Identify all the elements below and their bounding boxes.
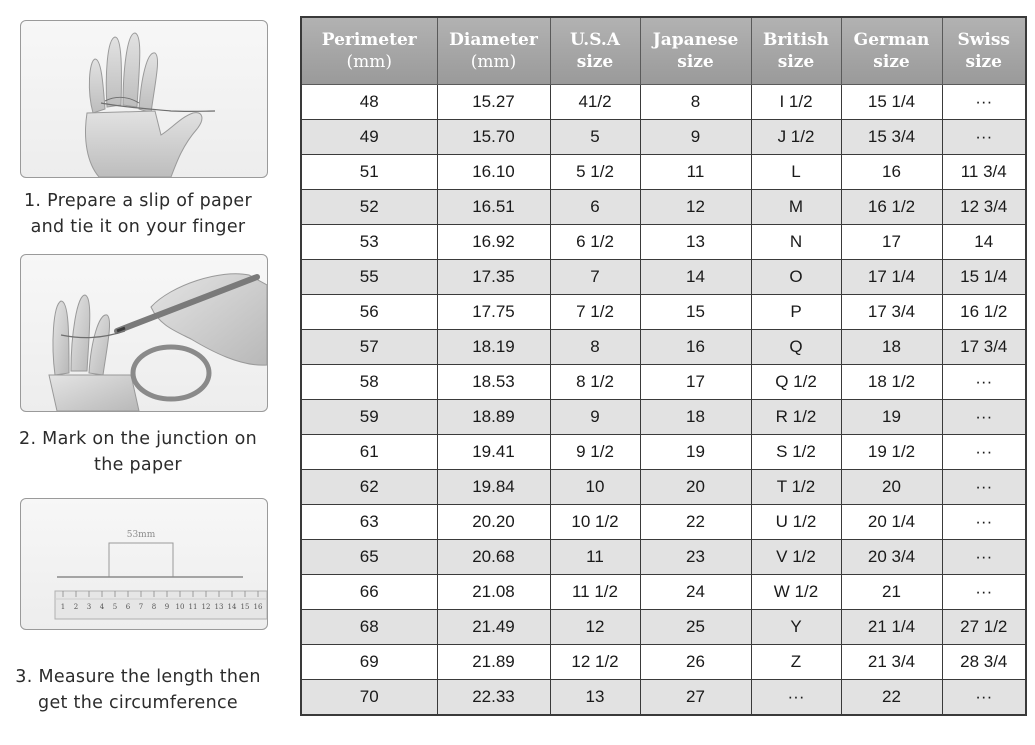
cell-swiss: ··· bbox=[942, 85, 1026, 120]
cell-german: 15 1/4 bbox=[841, 85, 942, 120]
table-row bbox=[301, 120, 1026, 155]
ruler-tick-label: 2 bbox=[73, 603, 79, 611]
cell-perimeter: 63 bbox=[301, 505, 437, 540]
cell-usa: 6 bbox=[550, 190, 640, 225]
cell-usa: 13 bbox=[550, 680, 640, 716]
cell-german: 16 bbox=[841, 155, 942, 190]
cell-german: 16 1/2 bbox=[841, 190, 942, 225]
cell-german: 17 3/4 bbox=[841, 295, 942, 330]
cell-british: Q bbox=[751, 330, 841, 365]
column-header-unit: size bbox=[576, 52, 614, 72]
cell-usa: 10 bbox=[550, 470, 640, 505]
table-row bbox=[301, 155, 1026, 190]
cell-japanese: 24 bbox=[640, 575, 751, 610]
column-header-title: Diameter bbox=[449, 30, 538, 50]
cell-japanese: 15 bbox=[640, 295, 751, 330]
cell-diameter: 17.75 bbox=[437, 295, 550, 330]
ruler-tick-label: 10 bbox=[175, 603, 185, 611]
table-row bbox=[301, 540, 1026, 575]
table-row bbox=[301, 85, 1026, 120]
cell-diameter: 18.89 bbox=[437, 400, 550, 435]
cell-perimeter: 57 bbox=[301, 330, 437, 365]
cell-diameter: 17.35 bbox=[437, 260, 550, 295]
table-row bbox=[301, 645, 1026, 680]
ruler-tick-label: 1 bbox=[60, 603, 66, 611]
cell-diameter: 20.20 bbox=[437, 505, 550, 540]
table-row bbox=[301, 435, 1026, 470]
ruler-tick-label: 16 bbox=[253, 603, 263, 611]
cell-japanese: 8 bbox=[640, 85, 751, 120]
step3-caption-line2: get the circumference bbox=[38, 693, 238, 713]
cell-perimeter: 66 bbox=[301, 575, 437, 610]
cell-japanese: 14 bbox=[640, 260, 751, 295]
cell-usa: 12 bbox=[550, 610, 640, 645]
cell-usa: 12 1/2 bbox=[550, 645, 640, 680]
cell-swiss: ··· bbox=[942, 680, 1026, 716]
column-header-usa bbox=[550, 17, 640, 85]
cell-diameter: 18.53 bbox=[437, 365, 550, 400]
cell-diameter: 15.27 bbox=[437, 85, 550, 120]
cell-perimeter: 52 bbox=[301, 190, 437, 225]
cell-swiss: ··· bbox=[942, 470, 1026, 505]
cell-swiss: ··· bbox=[942, 435, 1026, 470]
cell-perimeter: 56 bbox=[301, 295, 437, 330]
cell-japanese: 13 bbox=[640, 225, 751, 260]
cell-german: 20 1/4 bbox=[841, 505, 942, 540]
cell-perimeter: 58 bbox=[301, 365, 437, 400]
cell-german: 21 bbox=[841, 575, 942, 610]
cell-german: 21 3/4 bbox=[841, 645, 942, 680]
table-row bbox=[301, 190, 1026, 225]
column-header-unit: (mm) bbox=[470, 52, 517, 72]
cell-japanese: 17 bbox=[640, 365, 751, 400]
cell-japanese: 16 bbox=[640, 330, 751, 365]
step1-caption-line1: 1. Prepare a slip of paper bbox=[24, 191, 252, 211]
cell-diameter: 19.41 bbox=[437, 435, 550, 470]
cell-japanese: 11 bbox=[640, 155, 751, 190]
column-header-unit: size bbox=[777, 52, 815, 72]
cell-perimeter: 51 bbox=[301, 155, 437, 190]
cell-german: 20 3/4 bbox=[841, 540, 942, 575]
cell-british: S 1/2 bbox=[751, 435, 841, 470]
column-header-title: Japanese bbox=[652, 30, 739, 50]
cell-perimeter: 62 bbox=[301, 470, 437, 505]
table-row bbox=[301, 225, 1026, 260]
table-row bbox=[301, 295, 1026, 330]
cell-usa: 5 1/2 bbox=[550, 155, 640, 190]
cell-german: 20 bbox=[841, 470, 942, 505]
cell-swiss: 17 3/4 bbox=[942, 330, 1026, 365]
step3-caption bbox=[6, 664, 270, 716]
cell-diameter: 16.51 bbox=[437, 190, 550, 225]
table-row bbox=[301, 680, 1026, 716]
column-header-german bbox=[841, 17, 942, 85]
column-header-title: Perimeter bbox=[321, 30, 417, 50]
table-row bbox=[301, 400, 1026, 435]
cell-british: P bbox=[751, 295, 841, 330]
cell-swiss: ··· bbox=[942, 120, 1026, 155]
cell-british: L bbox=[751, 155, 841, 190]
cell-usa: 11 bbox=[550, 540, 640, 575]
ruler-tick-label: 6 bbox=[125, 603, 131, 611]
cell-diameter: 20.68 bbox=[437, 540, 550, 575]
cell-british: ··· bbox=[751, 680, 841, 716]
cell-perimeter: 61 bbox=[301, 435, 437, 470]
ruler-tick-label: 14 bbox=[227, 603, 237, 611]
cell-british: I 1/2 bbox=[751, 85, 841, 120]
column-header-swiss bbox=[942, 17, 1026, 85]
cell-swiss: 15 1/4 bbox=[942, 260, 1026, 295]
cell-perimeter: 48 bbox=[301, 85, 437, 120]
cell-diameter: 22.33 bbox=[437, 680, 550, 716]
ring-size-table bbox=[300, 16, 1027, 716]
column-header-title: German bbox=[853, 30, 930, 50]
cell-usa: 5 bbox=[550, 120, 640, 155]
ruler-tick-label: 15 bbox=[240, 603, 250, 611]
table-body bbox=[301, 85, 1026, 716]
column-header-unit: (mm) bbox=[346, 52, 392, 72]
cell-japanese: 26 bbox=[640, 645, 751, 680]
cell-german: 21 1/4 bbox=[841, 610, 942, 645]
ruler-tick-label: 11 bbox=[188, 603, 198, 611]
table-row bbox=[301, 365, 1026, 400]
cell-german: 22 bbox=[841, 680, 942, 716]
cell-british: J 1/2 bbox=[751, 120, 841, 155]
cell-swiss: ··· bbox=[942, 365, 1026, 400]
cell-japanese: 23 bbox=[640, 540, 751, 575]
table-row bbox=[301, 610, 1026, 645]
table-row bbox=[301, 330, 1026, 365]
cell-usa: 9 bbox=[550, 400, 640, 435]
cell-usa: 10 1/2 bbox=[550, 505, 640, 540]
column-header-diameter bbox=[437, 17, 550, 85]
ruler-tick-label: 5 bbox=[112, 603, 118, 611]
step2-caption-line1: 2. Mark on the junction on bbox=[19, 429, 257, 449]
step1-caption bbox=[6, 188, 270, 240]
cell-german: 15 3/4 bbox=[841, 120, 942, 155]
cell-japanese: 27 bbox=[640, 680, 751, 716]
cell-usa: 8 bbox=[550, 330, 640, 365]
column-header-unit: size bbox=[873, 52, 910, 72]
cell-japanese: 19 bbox=[640, 435, 751, 470]
cell-swiss: 12 3/4 bbox=[942, 190, 1026, 225]
cell-british: W 1/2 bbox=[751, 575, 841, 610]
step2-illustration bbox=[20, 254, 268, 412]
cell-perimeter: 55 bbox=[301, 260, 437, 295]
column-header-unit: size bbox=[677, 52, 714, 72]
cell-british: Y bbox=[751, 610, 841, 645]
step2-caption bbox=[6, 426, 270, 478]
ruler-tick-label: 8 bbox=[151, 603, 157, 611]
cell-german: 19 bbox=[841, 400, 942, 435]
cell-swiss: ··· bbox=[942, 400, 1026, 435]
cell-japanese: 22 bbox=[640, 505, 751, 540]
cell-british: N bbox=[751, 225, 841, 260]
cell-perimeter: 59 bbox=[301, 400, 437, 435]
table-row bbox=[301, 505, 1026, 540]
cell-japanese: 25 bbox=[640, 610, 751, 645]
cell-swiss: ··· bbox=[942, 505, 1026, 540]
cell-japanese: 20 bbox=[640, 470, 751, 505]
cell-british: V 1/2 bbox=[751, 540, 841, 575]
cell-british: O bbox=[751, 260, 841, 295]
cell-usa: 9 1/2 bbox=[550, 435, 640, 470]
column-header-british bbox=[751, 17, 841, 85]
cell-perimeter: 49 bbox=[301, 120, 437, 155]
cell-perimeter: 53 bbox=[301, 225, 437, 260]
cell-japanese: 9 bbox=[640, 120, 751, 155]
cell-swiss: 28 3/4 bbox=[942, 645, 1026, 680]
cell-german: 18 1/2 bbox=[841, 365, 942, 400]
cell-diameter: 18.19 bbox=[437, 330, 550, 365]
cell-german: 17 1/4 bbox=[841, 260, 942, 295]
column-header-title: British bbox=[762, 30, 830, 50]
column-header-title: Swiss bbox=[957, 30, 1010, 50]
cell-usa: 41/2 bbox=[550, 85, 640, 120]
cell-usa: 11 1/2 bbox=[550, 575, 640, 610]
ruler-tick-label: 13 bbox=[214, 603, 224, 611]
hand-with-string-icon bbox=[21, 21, 267, 177]
cell-british: M bbox=[751, 190, 841, 225]
step1-illustration bbox=[20, 20, 268, 178]
table-row bbox=[301, 470, 1026, 505]
step3-caption-line1: 3. Measure the length then bbox=[15, 667, 261, 687]
cell-diameter: 16.10 bbox=[437, 155, 550, 190]
cell-german: 18 bbox=[841, 330, 942, 365]
cell-swiss: ··· bbox=[942, 540, 1026, 575]
table-row bbox=[301, 260, 1026, 295]
cell-perimeter: 68 bbox=[301, 610, 437, 645]
cell-diameter: 16.92 bbox=[437, 225, 550, 260]
ruler-tick-label: 9 bbox=[164, 603, 170, 611]
ruler-icon bbox=[21, 499, 267, 629]
cell-diameter: 21.08 bbox=[437, 575, 550, 610]
cell-german: 17 bbox=[841, 225, 942, 260]
cell-swiss: 14 bbox=[942, 225, 1026, 260]
cell-perimeter: 65 bbox=[301, 540, 437, 575]
ruler-tick-label: 4 bbox=[99, 603, 105, 611]
column-header-unit: size bbox=[965, 52, 1002, 72]
cell-swiss: 27 1/2 bbox=[942, 610, 1026, 645]
hand-marking-paper-icon bbox=[21, 255, 267, 411]
cell-diameter: 21.89 bbox=[437, 645, 550, 680]
cell-perimeter: 70 bbox=[301, 680, 437, 716]
cell-swiss: ··· bbox=[942, 575, 1026, 610]
cell-british: Z bbox=[751, 645, 841, 680]
cell-perimeter: 69 bbox=[301, 645, 437, 680]
column-header-perimeter bbox=[301, 17, 437, 85]
measure-label: 53mm bbox=[126, 530, 156, 540]
table-header-row bbox=[301, 17, 1026, 85]
cell-british: T 1/2 bbox=[751, 470, 841, 505]
cell-usa: 7 bbox=[550, 260, 640, 295]
cell-japanese: 12 bbox=[640, 190, 751, 225]
step1-caption-line2: and tie it on your finger bbox=[30, 217, 246, 237]
step3-illustration bbox=[20, 498, 268, 630]
ruler-tick-label: 12 bbox=[201, 603, 211, 611]
cell-german: 19 1/2 bbox=[841, 435, 942, 470]
cell-diameter: 19.84 bbox=[437, 470, 550, 505]
step2-caption-line2: the paper bbox=[94, 455, 182, 475]
column-header-japanese bbox=[640, 17, 751, 85]
table-row bbox=[301, 575, 1026, 610]
cell-usa: 7 1/2 bbox=[550, 295, 640, 330]
ruler-tick-label: 7 bbox=[138, 603, 144, 611]
cell-diameter: 21.49 bbox=[437, 610, 550, 645]
cell-usa: 8 1/2 bbox=[550, 365, 640, 400]
cell-swiss: 16 1/2 bbox=[942, 295, 1026, 330]
column-header-title: U.S.A bbox=[570, 30, 620, 50]
ruler-tick-label: 3 bbox=[86, 603, 92, 611]
cell-british: Q 1/2 bbox=[751, 365, 841, 400]
cell-swiss: 11 3/4 bbox=[942, 155, 1026, 190]
cell-usa: 6 1/2 bbox=[550, 225, 640, 260]
cell-british: R 1/2 bbox=[751, 400, 841, 435]
cell-british: U 1/2 bbox=[751, 505, 841, 540]
cell-japanese: 18 bbox=[640, 400, 751, 435]
cell-diameter: 15.70 bbox=[437, 120, 550, 155]
